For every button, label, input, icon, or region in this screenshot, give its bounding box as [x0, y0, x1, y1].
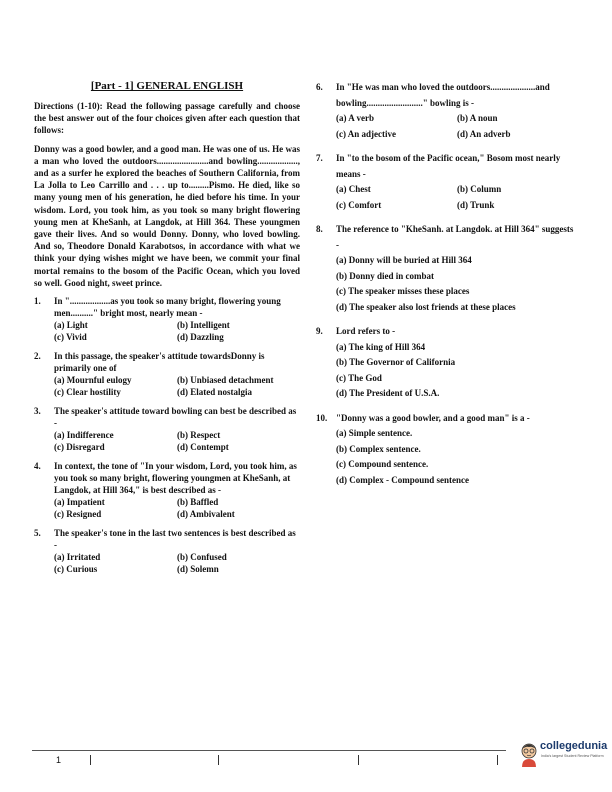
question-text: The speaker's tone in the last two sentences is best described as - — [54, 528, 296, 551]
question-text: The speaker's attitude toward bowling can best be described as - — [54, 406, 297, 429]
option: (d) Complex - Compound sentence — [336, 474, 470, 485]
option: (b) Baffled — [177, 497, 219, 508]
option: (a) Impatient — [54, 497, 105, 508]
option: (c) Compound sentence. — [336, 459, 429, 469]
question — [34, 460, 300, 520]
option: (a) Mournful eulogy — [54, 375, 132, 386]
option: (b) Intelligent — [177, 320, 230, 331]
option: (d) Elated nostalgia — [177, 387, 253, 398]
question — [34, 405, 300, 453]
footer-divider — [32, 750, 506, 751]
option: (c) Comfort — [336, 199, 382, 210]
option: (c) The God — [336, 372, 382, 383]
footer-tick — [497, 755, 498, 765]
question — [316, 151, 578, 213]
option: (d) Ambivalent — [177, 509, 235, 520]
option: (b) Donny died in combat — [336, 270, 435, 281]
option: (d) An adverb — [457, 128, 511, 139]
question-text: In context, the tone of "In your wisdom, Lord, you took him, as you took so many bright, flowering youngmen at KheSanh, at Langdok, at Hill 364," is best described as - — [54, 461, 297, 496]
option: (b) Unbiased detachment — [177, 375, 274, 386]
question-text: Lord refers to - — [336, 326, 396, 336]
option: (a) Indifference — [54, 430, 114, 441]
option: (b) Confused — [177, 552, 227, 563]
option: (d) Contempt — [177, 442, 229, 453]
option: (b) Complex sentence. — [336, 443, 421, 454]
question-text: In this passage, the speaker's attitude towardsDonny is primarily one of — [54, 351, 265, 374]
option: (a) Light — [54, 320, 88, 331]
question-text: In "He was man who loved the outdoors....................and bowling........................." bowling is - — [336, 82, 550, 108]
option: (c) Curious — [54, 564, 98, 575]
option: (b) The Governor of California — [336, 357, 456, 367]
brand-name: collegedunia — [540, 740, 608, 752]
question — [316, 411, 578, 489]
option: (c) Resigned — [54, 509, 102, 520]
option: (c) Disregard — [54, 442, 105, 453]
question-text: "Donny was a good bowler, and a good man" is a - — [336, 412, 530, 423]
question-number: 10. — [316, 412, 328, 423]
option: (a) Chest — [336, 184, 371, 194]
question-number: 8. — [316, 224, 323, 234]
option: (a) A verb — [336, 113, 374, 123]
question — [34, 350, 300, 398]
option: (a) Irritated — [54, 552, 101, 563]
left-column — [34, 80, 300, 582]
question — [34, 295, 300, 343]
question-text: In "..................as you took so many bright, flowering young men.........." bright most, nearly mean - — [54, 296, 281, 319]
question — [316, 222, 578, 315]
question-text: In "to the bosom of the Pacific ocean," Bosom most nearly means - — [336, 153, 561, 179]
collegedunia-logo — [518, 738, 610, 788]
option: (a) Donny will be buried at Hill 364 — [336, 255, 472, 265]
directions: Directions (1-10): Read the following passage carefully and choose the best answer out of the four choices given after each question that follows: — [34, 101, 300, 136]
option: (a) The king of Hill 364 — [336, 341, 426, 352]
footer-tick — [358, 755, 359, 765]
question — [316, 80, 578, 142]
option: (b) Column — [457, 184, 502, 194]
mascot-icon — [518, 742, 540, 768]
option: (d) The speaker also lost friends at these places — [336, 301, 516, 312]
footer-tick — [90, 755, 91, 765]
question-number: 1. — [34, 296, 41, 307]
question-number: 9. — [316, 326, 323, 336]
option: (b) A noun — [457, 113, 498, 123]
brand-tagline: India's largest Student Review Platform — [541, 754, 604, 758]
option: (c) An adjective — [336, 128, 396, 139]
page-number: 1 — [56, 755, 62, 765]
option: (a) Simple sentence. — [336, 428, 413, 438]
question-number: 7. — [316, 153, 323, 163]
question-number: 3. — [34, 406, 41, 417]
option: (d) Solemn — [177, 564, 219, 575]
question — [316, 324, 578, 402]
question-number: 6. — [316, 82, 323, 92]
option: (b) Respect — [177, 430, 221, 441]
section-title: [Part - 1] GENERAL ENGLISH — [90, 80, 244, 92]
passage: Donny was a good bowler, and a good man. He was one of us. He was a man who loved the outdoors.......................and bowling.................., and as a surfer he explored the beaches of Southern California, from La Jolla to Leo Carrillo and . . . up to.........Pismo. He died, like so many young men of his generation, he died before his time. In your wisdom. Lord, you took him, as you took so many bright flowering young men at KheSanh, at Langdok, at Hill 364. These youngmen gave their lives. And so would Donny. Donny, who loved bowling. And so, Theodore Donald Karabotsos, in accordance with what we think your dying wishes might we have been, we commit your final mortal remains to the bosom of the Pacific Ocean, which you loved so well. Good night, sweet prince. — [34, 143, 300, 288]
right-column — [316, 80, 578, 497]
option: (c) The speaker misses these places — [336, 286, 470, 296]
question-number: 4. — [34, 461, 41, 472]
question-number: 5. — [34, 528, 41, 539]
option: (d) The President of U.S.A. — [336, 388, 440, 398]
footer-tick — [218, 755, 219, 765]
option: (d) Trunk — [457, 199, 495, 210]
option: (c) Vivid — [54, 332, 87, 343]
option: (d) Dazzling — [177, 332, 224, 343]
option: (c) Clear hostility — [54, 387, 121, 398]
question-text: The reference to "KheSanh. at Langdok. at Hill 364" suggests - — [336, 224, 574, 250]
question-number: 2. — [34, 351, 41, 362]
question — [34, 527, 300, 575]
